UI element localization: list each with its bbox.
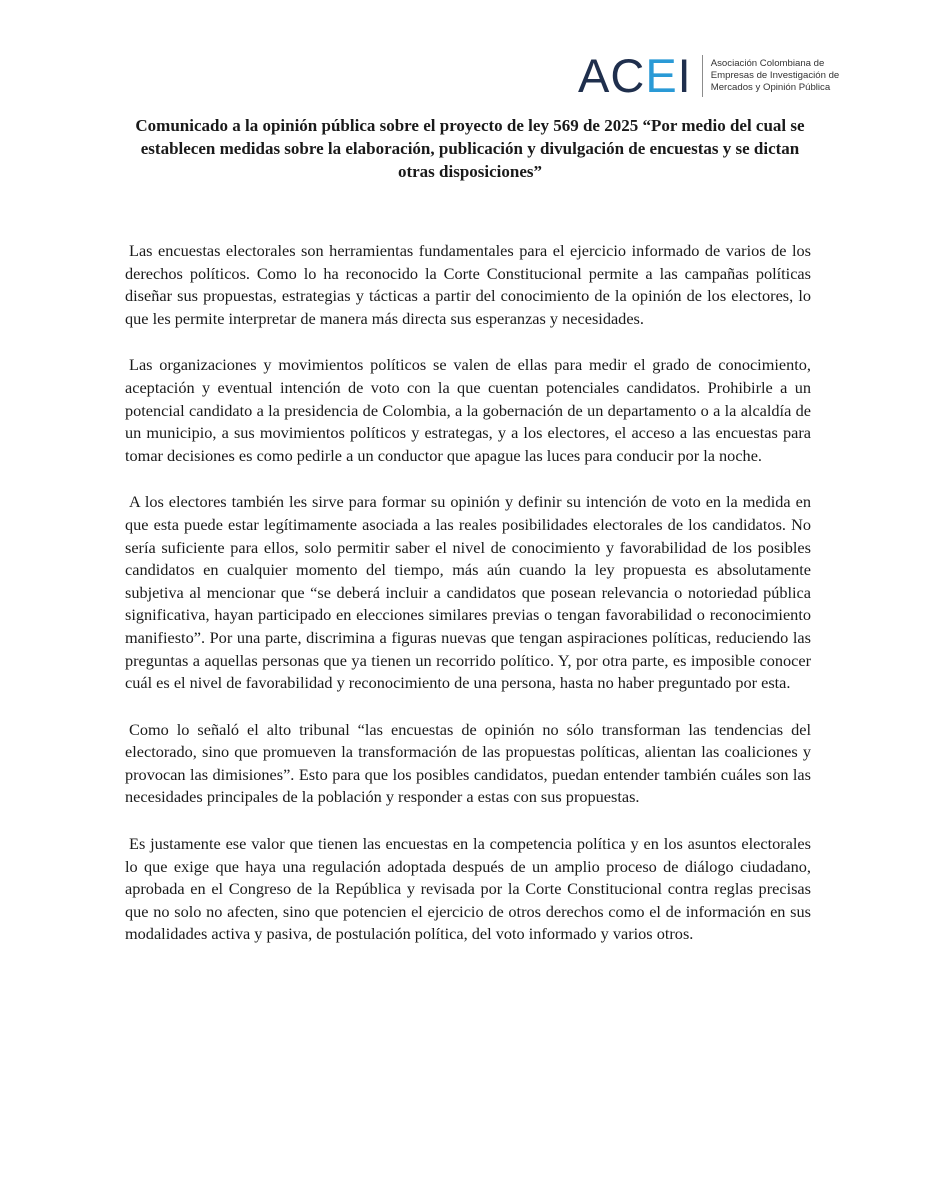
- logo-organization-name: [711, 58, 840, 94]
- logo-divider: [702, 55, 703, 97]
- aceiLogo-logo: [578, 49, 840, 102]
- logo-line-1: Asociación Colombiana de: [710, 57, 825, 69]
- logo-letter-i: I: [677, 49, 692, 102]
- document-title: Comunicado a la opinión pública sobre el proyecto de ley 569 de 2025 “Por medio del cual se establecen medidas sobre la elaboración, publicación y divulgación de encuestas y se dictan otras disposiciones”: [135, 116, 805, 181]
- document-body: [125, 240, 811, 970]
- logo-line-2: Empresas de Investigación de: [710, 69, 840, 81]
- logo-letter-e: E: [645, 49, 678, 102]
- logo-wordmark: [578, 49, 692, 102]
- paragraph-5: Es justamente ese valor que tienen las encuestas en la competencia política y en los asuntos electorales lo que exige que haya una regulación adoptada después de un amplio proceso de diálogo ciudadano, aprobada en el Congreso de la República y revisada por la Corte Constitucional contra reglas precisas que no solo no afecten, sino que potencien el ejercicio de otros derechos como el de información en sus modalidades activa y pasiva, de postulación política, del voto informado y varios otros.: [125, 834, 811, 944]
- paragraph-2: Las organizaciones y movimientos políticos se valen de ellas para medir el grado de conocimiento, aceptación y eventual intención de voto con la que cuentan potenciales candidatos. Prohibirle a un potencial candidato a la presidencia de Colombia, a la gobernación de un departamento o a la alcaldía de un municipio, a sus movimientos políticos y estrategas, y a los electores, el acceso a las encuestas para tomar decisiones es como pedirle a un conductor que apague las luces para conducir por la noche.: [125, 355, 811, 465]
- paragraph-4: Como lo señaló el alto tribunal “las encuestas de opinión no sólo transforman las tendencias del electorado, sino que promueven la transformación de las propuestas políticas, alientan las coaliciones y provocan las dimisiones”. Esto para que los posibles candidatos, puedan entender también cuáles son las necesidades principales de la población y responder a estas con sus propuestas.: [125, 719, 811, 807]
- logo-letter-c: C: [610, 49, 646, 102]
- paragraph-1: Las encuestas electorales son herramientas fundamentales para el ejercicio informado de varios de los derechos políticos. Como lo ha reconocido la Corte Constitucional permite a las campañas políticas diseñar sus propuestas, estrategias y tácticas a partir del conocimiento de la opinión de los electores, lo que les permite interpretar de manera más directa sus esperanzas y necesidades.: [125, 241, 811, 328]
- logo-letter-a: A: [578, 49, 611, 102]
- paragraph-3: A los electores también les sirve para formar su opinión y definir su intención de voto en la medida en que esta puede estar legítimamente asociada a las reales posibilidades electorales de los candidatos. No sería suficiente para ellos, solo permitir saber el nivel de conocimiento y favorabilidad de los posibles candidatos en cualquier momento del tiempo, más aún cuando la ley propuesta es absolutamente subjetiva al mencionar que “se deberá incluir a candidatos que posean relevancia o notoriedad pública significativa, hayan participado en elecciones similares previas o tengan favorabilidad o reconocimiento manifiesto”. Por una parte, discrimina a figuras nuevas que tengan aspiraciones políticas, reduciendo las preguntas a aquellas personas que ya tienen un recorrido político. Y, por otra parte, es imposible conocer cuál es el nivel de favorabilidad y reconocimiento de una persona, hasta no haber preguntado por esta.: [125, 492, 811, 693]
- logo-line-3: Mercados y Opinión Pública: [710, 81, 831, 93]
